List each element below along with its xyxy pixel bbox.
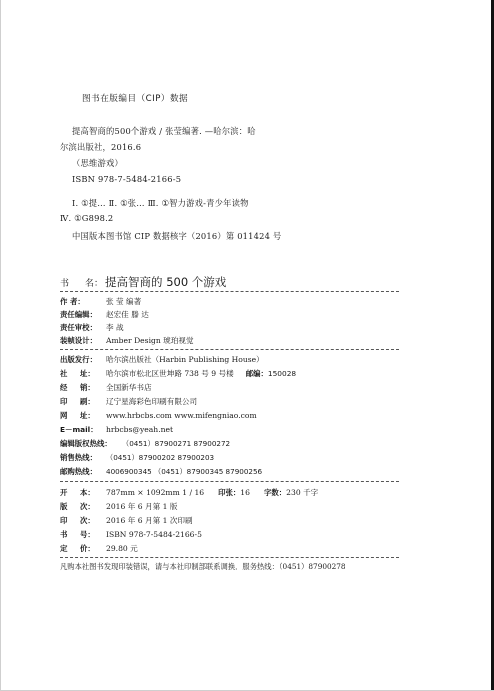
cip-line-4: ISBN 978-7-5484-2166-5 <box>72 174 182 184</box>
address-value: 哈尔滨市松北区世坤路 738 号 9 号楼 <box>106 369 234 378</box>
divider-4 <box>60 557 399 558</box>
cip-line-2: 尔滨出版社，2016.6 <box>60 142 142 152</box>
mail-order-row <box>60 466 262 477</box>
website-row: 网 址： www.hrbcbs.com www.mifengniao.com <box>60 411 257 420</box>
publisher-row <box>60 354 264 365</box>
printer-row: 印 刷： 辽宁星海彩色印刷有限公司 <box>60 397 198 406</box>
edition-row: 版 次： 2016 年 6 月第 1 版 <box>60 502 178 511</box>
price-value: 29.80 元 <box>106 544 138 553</box>
wordcount-value: 230 千字 <box>286 488 319 497</box>
cip-line-6: Ⅳ. ①G898.2 <box>60 213 114 223</box>
format-row: 开 本： 787mm × 1092mm 1 / 16 印张：16 字数：230 千字 <box>60 488 319 497</box>
website-value: www.hrbcbs.com www.mifengniao.com <box>106 411 257 420</box>
credit-row-designer <box>60 335 194 346</box>
credit-value: 张 莹 编著 <box>106 297 142 306</box>
credit-label: 装帧设计： <box>60 336 97 345</box>
divider-3 <box>60 481 399 482</box>
page-left-edge <box>0 0 1 691</box>
copyright-hotline-value: （0451）87900271 87900272 <box>122 439 231 448</box>
address-label: 社 <box>60 369 68 378</box>
sheets-value: 16 <box>240 488 250 497</box>
copyright-hotline-row <box>60 438 230 449</box>
printer-value: 辽宁星海彩色印刷有限公司 <box>106 397 198 406</box>
email-row <box>60 424 173 435</box>
credit-row-author <box>60 296 141 307</box>
cip-heading: 图书在版编目（CIP）数据 <box>82 94 189 104</box>
address-row: 社 址： 哈尔滨市松北区世坤路 738 号 9 号楼 邮编：150028 <box>60 369 297 378</box>
mail-order-label: 邮购热线： <box>60 467 97 476</box>
format-value: 787mm × 1092mm 1 / 16 <box>106 488 205 497</box>
mail-order-value: 4006900345 （0451）87900345 87900256 <box>106 467 263 476</box>
credit-label: 责任编辑： <box>60 310 97 319</box>
cip-line-1: 提高智商的500个游戏 / 张莹编著. —哈尔滨：哈 <box>72 126 256 136</box>
isbn-value: ISBN 978-7-5484-2166-5 <box>106 530 202 539</box>
printing-value: 2016 年 6 月第 1 次印刷 <box>106 516 193 525</box>
cip-line-7: 中国版本图书馆 CIP 数据核字（2016）第 011424 号 <box>72 231 282 241</box>
email-label: E－mail： <box>60 425 98 434</box>
credit-value: 李 战 <box>106 323 124 332</box>
wordcount-label: 字数： <box>263 488 287 497</box>
distributor-value: 全国新华书店 <box>106 383 152 392</box>
credit-row-editor <box>60 309 149 320</box>
book-label-char-2: 名 <box>85 279 95 289</box>
book-label-char-1: 书 <box>60 279 70 289</box>
publisher-label: 出版发行： <box>60 355 97 364</box>
copyright-hotline-label: 编辑版权热线： <box>60 439 112 448</box>
postcode-label: 邮编： <box>245 369 268 378</box>
sales-hotline-label: 销售热线： <box>60 453 97 462</box>
cip-line-5: Ⅰ. ①提… Ⅱ. ①张… Ⅲ. ①智力游戏-青少年读物 <box>72 198 249 208</box>
divider-1 <box>60 291 399 292</box>
credit-row-proofreader <box>60 322 124 333</box>
postcode-value: 150028 <box>267 369 297 378</box>
publisher-value: 哈尔滨出版社（Harbin Publishing House） <box>106 355 264 364</box>
isbn-row: 书 号： ISBN 978-7-5484-2166-5 <box>60 530 202 539</box>
book-title-row: 书 名： 提高智商的 500 个游戏 <box>60 275 227 289</box>
credit-label: 责任审校： <box>60 323 97 332</box>
credit-value: 赵宏佳 滕 达 <box>106 310 149 319</box>
service-notice: 凡购本社图书发现印装错误，请与本社印制部联系调换．服务热线：（0451）87900278 <box>60 562 346 571</box>
email-value: hrbcbs@yeah.net <box>106 425 174 434</box>
cip-line-3: （思维游戏） <box>72 158 123 168</box>
credit-value: Amber Design 琥珀视觉 <box>106 336 194 345</box>
credit-label: 作 者： <box>60 297 85 306</box>
price-row: 定 价： 29.80 元 <box>60 544 138 553</box>
sheets-label: 印张： <box>218 488 241 497</box>
distributor-row: 经 销： 全国新华书店 <box>60 383 152 392</box>
sales-hotline-row <box>60 452 214 463</box>
sales-hotline-value: （0451）87900202 87900203 <box>106 453 215 462</box>
printing-row: 印 次： 2016 年 6 月第 1 次印刷 <box>60 516 193 525</box>
edition-value: 2016 年 6 月第 1 版 <box>106 502 178 511</box>
divider-2 <box>60 349 399 350</box>
book-title: 提高智商的 500 个游戏 <box>105 275 227 289</box>
